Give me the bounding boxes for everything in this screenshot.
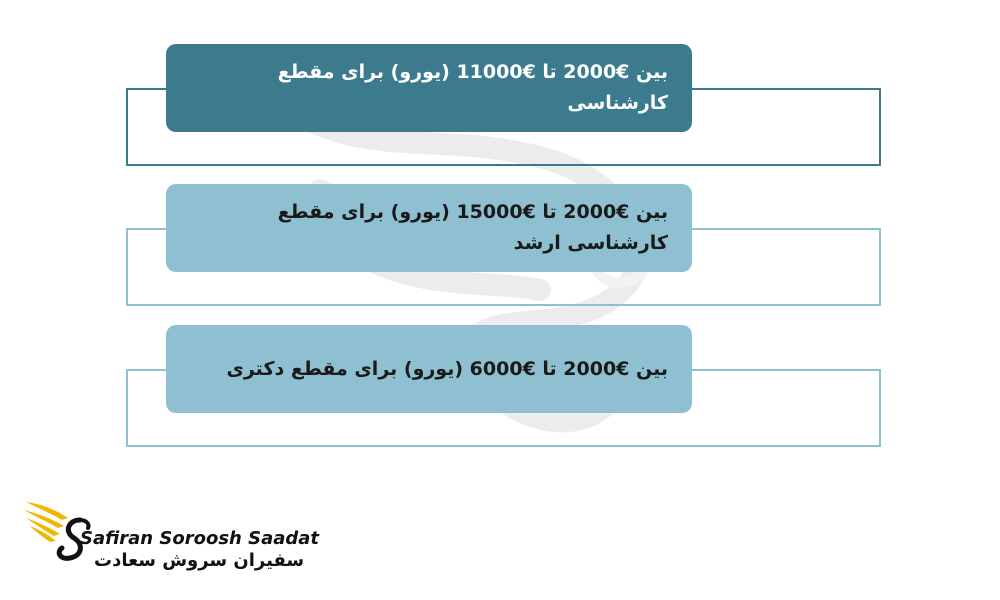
company-logo (22, 494, 320, 584)
diagram-row-bachelor (0, 44, 1000, 184)
cost-card-doctorate (166, 325, 692, 413)
logo-latin-text: Safiran Soroosh Saadat (80, 528, 320, 549)
cost-card-bachelor (166, 44, 692, 132)
cost-text-bachelor: بین €2000 تا €11000 (یورو) برای مقطع کارشناسی (277, 61, 668, 114)
diagram-row-doctorate (0, 325, 1000, 465)
cost-text-master: بین €2000 تا €15000 (یورو) برای مقطع کارشناسی ارشد (277, 201, 668, 254)
diagram-row-master (0, 184, 1000, 324)
cost-card-master (166, 184, 692, 272)
logo-farsi-text: سفیران سروش سعادت (94, 550, 305, 571)
cost-text-doctorate: بین €2000 تا €6000 (یورو) برای مقطع دکتری (226, 357, 668, 380)
